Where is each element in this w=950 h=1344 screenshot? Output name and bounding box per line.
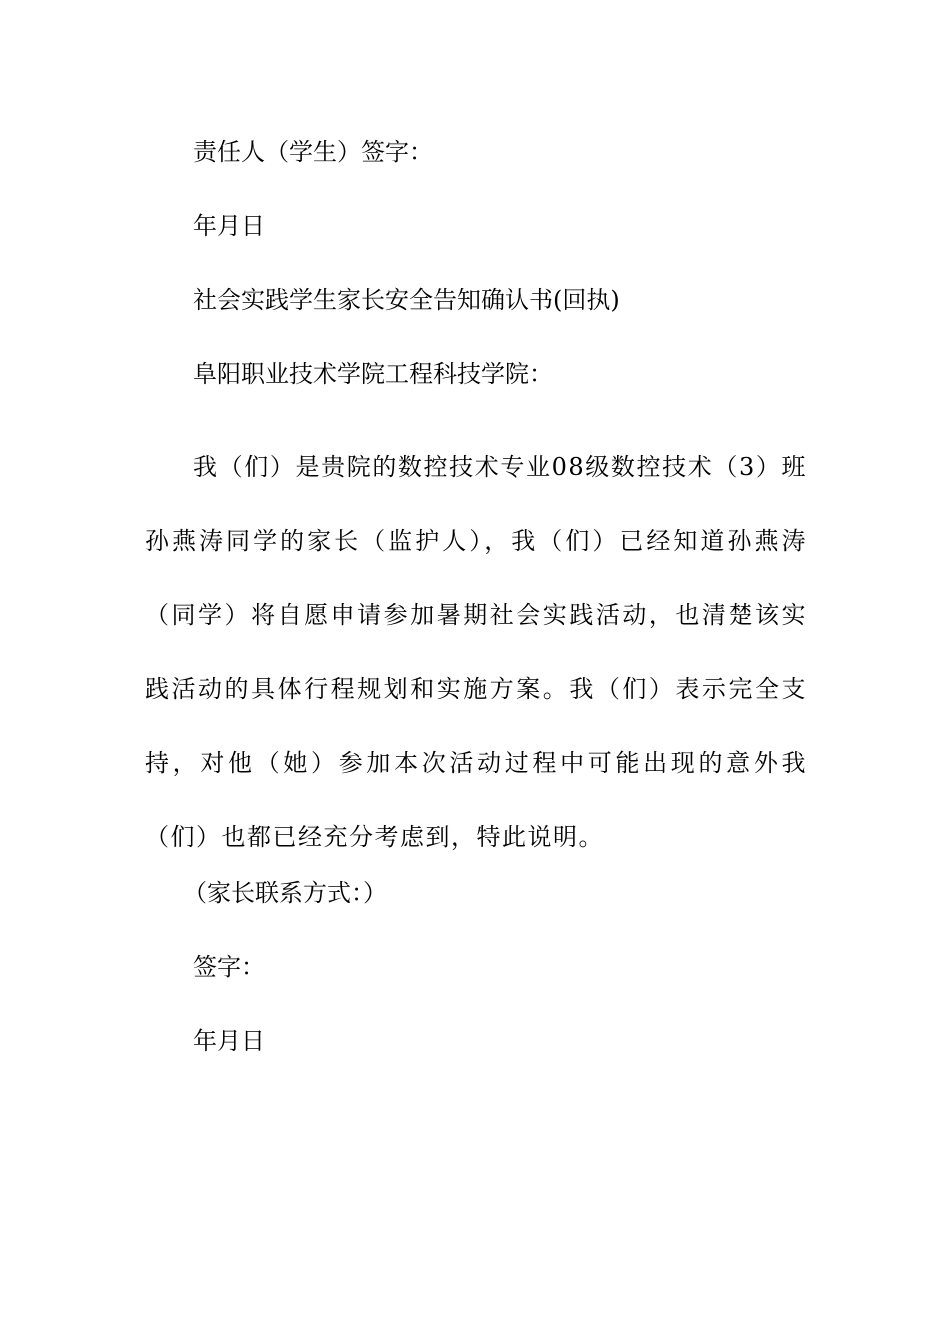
parent-contact-line: （家长联系方式：） xyxy=(183,879,387,907)
student-signature-line: 责任人（学生）签字： xyxy=(193,138,433,166)
body-paragraph: 我（们）是贵院的数控技术专业08级数控技术（3）班孙燕涛同学的家长（监护人），我（们）已经知道孙燕涛（同学）将自愿申请参加暑期社会实践活动，也清楚该实践活动的具体行程规划和实施方案。我（们）表示完全支持，对他（她）参加本次活动过程中可能出现的意外我（们）也都已经充分考虑到，特此说明。 xyxy=(145,453,807,851)
parent-date-line: 年月日 xyxy=(193,1027,265,1055)
receipt-title: 社会实践学生家长安全告知确认书(回执) xyxy=(193,286,620,314)
parent-signature-line: 签字： xyxy=(193,953,265,981)
student-date-line: 年月日 xyxy=(193,212,265,240)
addressee-line: 阜阳职业技术学院工程科技学院： xyxy=(193,360,553,388)
